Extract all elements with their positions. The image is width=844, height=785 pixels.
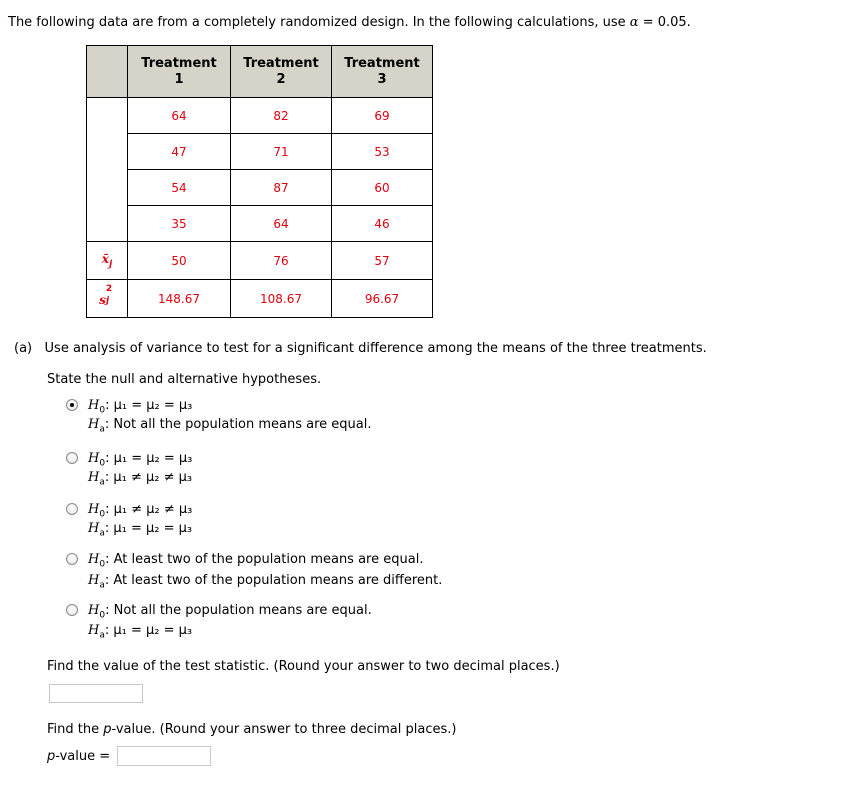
mean-cell: 57 bbox=[332, 242, 433, 280]
header-treatment-2: Treatment 2 bbox=[231, 46, 332, 98]
table-cell: 60 bbox=[332, 170, 433, 206]
table-row bbox=[87, 134, 433, 170]
row-label-blank bbox=[87, 98, 128, 242]
alt-hypothesis: $H_a$: At least two of the population means are different. bbox=[88, 573, 443, 591]
intro-sentence: The following data are from a completely randomized design. In the following calculations, use bbox=[8, 15, 626, 30]
part-a-question bbox=[14, 341, 707, 356]
pvalue-input[interactable] bbox=[117, 746, 211, 766]
header-treatment-3: Treatment 3 bbox=[332, 46, 433, 98]
mean-row bbox=[87, 242, 433, 280]
table-cell: 35 bbox=[128, 206, 231, 242]
table-row bbox=[87, 206, 433, 242]
null-hypothesis: $H_0$: μ₁ ≠ μ₂ ≠ μ₃ bbox=[88, 502, 193, 520]
radio-button-selected[interactable] bbox=[66, 399, 78, 411]
alt-hypothesis: $H_a$: μ₁ = μ₂ = μ₃ bbox=[88, 623, 193, 641]
data-table bbox=[86, 45, 433, 318]
mean-cell: 50 bbox=[128, 242, 231, 280]
pvalue-prompt: Find the p-value. (Round your answer to three decimal places.) bbox=[47, 722, 457, 737]
alt-hypothesis: $H_a$: μ₁ = μ₂ = μ₃ bbox=[88, 521, 193, 539]
alpha-symbol: α bbox=[629, 15, 639, 30]
null-hypothesis: $H_0$: μ₁ = μ₂ = μ₃ bbox=[88, 451, 193, 469]
variance-label: s 2 j bbox=[87, 280, 128, 318]
table-row bbox=[87, 98, 433, 134]
table-cell: 64 bbox=[128, 98, 231, 134]
table-cell: 69 bbox=[332, 98, 433, 134]
table-cell: 87 bbox=[231, 170, 332, 206]
radio-button[interactable] bbox=[66, 604, 78, 616]
mean-cell: 76 bbox=[231, 242, 332, 280]
variance-cell: 96.67 bbox=[332, 280, 433, 318]
table-cell: 47 bbox=[128, 134, 231, 170]
test-statistic-input[interactable] bbox=[49, 684, 143, 703]
part-a-text: Use analysis of variance to test for a significant difference among the means of the three treatments. bbox=[44, 341, 707, 356]
table-cell: 46 bbox=[332, 206, 433, 242]
intro-text bbox=[8, 15, 691, 30]
table-cell: 53 bbox=[332, 134, 433, 170]
radio-button[interactable] bbox=[66, 452, 78, 464]
mean-label: $x̄_j$ bbox=[87, 242, 128, 280]
null-hypothesis: $H_0$: Not all the population means are equal. bbox=[88, 603, 372, 621]
table-cell: 71 bbox=[231, 134, 332, 170]
null-hypothesis: $H_0$: μ₁ = μ₂ = μ₃ bbox=[88, 398, 193, 416]
variance-cell: 148.67 bbox=[128, 280, 231, 318]
table-row bbox=[87, 170, 433, 206]
table-header-row bbox=[87, 46, 433, 98]
header-treatment-1: Treatment 1 bbox=[128, 46, 231, 98]
table-cell: 64 bbox=[231, 206, 332, 242]
alt-hypothesis: $H_a$: μ₁ ≠ μ₂ ≠ μ₃ bbox=[88, 470, 193, 488]
variance-cell: 108.67 bbox=[231, 280, 332, 318]
alpha-value: = 0.05. bbox=[642, 15, 691, 30]
null-hypothesis: $H_0$: At least two of the population means are equal. bbox=[88, 552, 424, 570]
table-cell: 54 bbox=[128, 170, 231, 206]
test-statistic-prompt: Find the value of the test statistic. (Round your answer to two decimal places.) bbox=[47, 659, 560, 674]
table-cell: 82 bbox=[231, 98, 332, 134]
part-a-label: (a) bbox=[14, 341, 33, 356]
variance-row bbox=[87, 280, 433, 318]
radio-button[interactable] bbox=[66, 503, 78, 515]
pvalue-label: p-value = bbox=[47, 749, 111, 764]
header-corner bbox=[87, 46, 128, 98]
radio-button[interactable] bbox=[66, 553, 78, 565]
hypotheses-prompt: State the null and alternative hypotheses. bbox=[47, 372, 322, 387]
alt-hypothesis: $H_a$: Not all the population means are equal. bbox=[88, 417, 372, 435]
